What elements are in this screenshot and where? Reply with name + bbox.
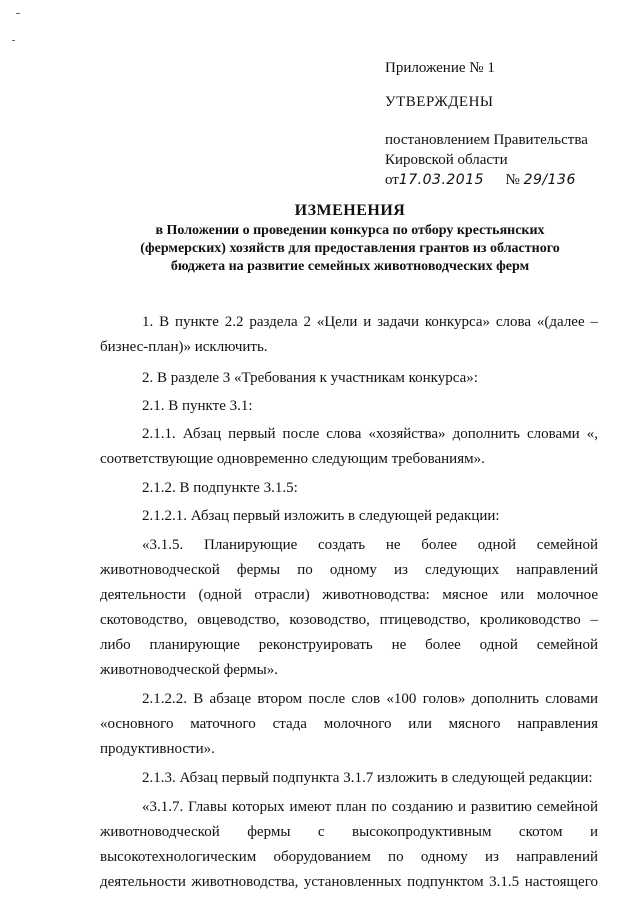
paragraph: 2.1. В пункте 3.1: [142,398,253,414]
scan-speck [16,13,20,14]
document-subtitle [100,222,600,276]
date-value: 17.03.2015 [398,172,485,188]
number-prefix: № [505,172,520,188]
paragraph: 2. В разделе 3 «Требования к участникам конкурса»: [142,370,478,386]
approval-block [385,58,625,190]
paragraph: 2.1.2.2. В абзаце втором после слов «100 голов» дополнить словами «основного маточного стада молочного или мясного направления продуктивности». [100,691,598,757]
scan-speck [12,40,15,41]
subtitle-line: (фермерских) хозяйств для предоставления грантов из областного [140,241,560,256]
document-body [100,310,598,895]
approved-label: УТВЕРЖДЕНЫ [385,94,494,110]
paragraph: 2.1.2. В подпункте 3.1.5: [142,480,298,496]
appendix-label: Приложение № 1 [385,60,495,76]
paragraph: 1. В пункте 2.2 раздела 2 «Цели и задачи конкурса» слова «(далее – бизнес-план)» исключить. [100,314,598,355]
date-number-line [385,170,625,190]
region-line: Кировской области [385,152,508,168]
paragraph: 2.1.2.1. Абзац первый изложить в следующей редакции: [142,508,500,524]
subtitle-line: в Положении о проведении конкурса по отбору крестьянских [155,223,545,238]
resolution-line: постановлением Правительства [385,132,588,148]
document-title: ИЗМЕНЕНИЯ [294,202,406,219]
paragraph: «3.1.7. Главы которых имеют план по созданию и развитию семейной животноводческой фермы с высокопродуктивным скотом и высокотехнологическим оборудованием по одному из направлений деятельности животноводства, установленных подпунктом 3.1.5 настоящего [100,799,598,890]
paragraph: 2.1.1. Абзац первый после слова «хозяйства» дополнить словами «, соответствующие одновременно следующим требованиям». [100,426,598,467]
number-value: 29/136 [523,172,576,188]
subtitle-line: бюджета на развитие семейных животноводческих ферм [170,259,530,274]
paragraph: «3.1.5. Планирующие создать не более одной семейной животноводческой фермы по одному из следующих направлений деятельности (одной отрасли) животноводства: мясное или молочное скотоводство, овцеводство, козоводство, птицеводство, кролиководство – либо планирующие реконструировать не более одной семейной животноводческой фермы». [100,537,598,678]
paragraph: 2.1.3. Абзац первый подпункта 3.1.7 изложить в следующей редакции: [142,770,593,786]
date-prefix: от [385,172,399,188]
